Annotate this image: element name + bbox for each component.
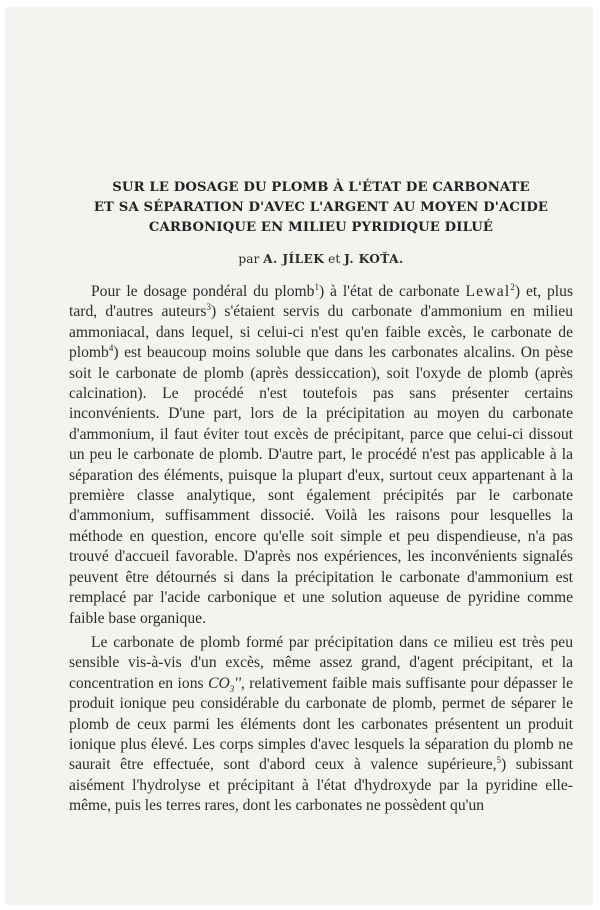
footnote-ref-1: 1 bbox=[314, 281, 319, 292]
footnote-ref-5: 5 bbox=[496, 755, 501, 766]
author-name-lewal: Lewal bbox=[465, 283, 511, 300]
paragraph-1 bbox=[69, 282, 573, 629]
author-1: A. JÍLEK bbox=[263, 252, 325, 266]
author-2: J. KOŤA. bbox=[344, 252, 404, 266]
p1-text-5: ) est beaucoup moins soluble que dans les carbonates alcalins. On pèse soit le carbonate de plomb (après dessiccation), soit l'oxyde de plomb (après calcination). Le procédé n'est toutefois pas sans présenter certains inconvénients. D'une part, lors de la précipitation au moyen du carbonate d'ammonium, il faut éviter tout excès de précipitant, parce que celui-ci dissout un peu le carbonate de plomb. D'autre part, le procédé n'est pas applicable à la séparation des éléments, puisque la plupart d'eux, surtout ceux appartenant à la première classe analytique, sont également précipités par le carbonate d'ammonium, suffisamment dissocié. Voilà les raisons pour lesquelles la méthode en question, encore qu'elle soit simple et peu dispendieuse, n'a pas trouvé d'accueil favorable. D'après nos expériences, les inconvénients signalés peuvent être détournés si dans la précipitation le carbonate d'ammonium est remplacé par l'acide carbonique et une solution aqueuse de pyridine comme faible base organique. bbox=[69, 344, 573, 627]
page-sheet bbox=[6, 8, 592, 904]
footnote-ref-2: 2 bbox=[510, 281, 515, 292]
p1-text-4: ) s'étaient servis du carbonate d'ammonium en milieu ammoniacal, dans lequel, si celui-ci n'est qu'en faible excès, le carbonate de plomb bbox=[69, 303, 574, 362]
ion-charge: '' bbox=[234, 674, 241, 692]
paragraph-2 bbox=[69, 633, 573, 817]
p1-text-3: ) et, plus tard, d'autres auteurs bbox=[69, 283, 574, 321]
footnote-ref-3: 3 bbox=[206, 302, 211, 313]
carbonate-ion-formula bbox=[208, 675, 241, 692]
footnote-ref-4: 4 bbox=[108, 343, 114, 354]
p1-text-1: Pour le dosage pondéral du plomb bbox=[91, 283, 315, 300]
byline-conjunction: et bbox=[328, 252, 341, 266]
ion-symbol: CO bbox=[208, 674, 230, 692]
title-line-2: ET SA SÉPARATION D'AVEC L'ARGENT AU MOYEN D'ACIDE bbox=[93, 200, 549, 215]
byline bbox=[69, 252, 573, 266]
p2-text-1: Le carbonate de plomb formé par précipitation dans ce milieu est très peu sensible vis-à-vis d'un excès, même assez grand, d'agent précipitant, et la concentration en ions bbox=[69, 633, 573, 692]
byline-prefix: par bbox=[238, 252, 260, 266]
article bbox=[69, 178, 573, 821]
article-title bbox=[69, 178, 573, 238]
article-body bbox=[69, 282, 573, 817]
p2-text-3: ) subissant aisément l'hydrolyse et précipitant à l'état d'hydroxyde par la pyridine elle-même, puis les terres rares, dont les carbonates ne possèdent qu'un bbox=[69, 756, 573, 815]
ion-subscript: 3 bbox=[229, 683, 235, 694]
title-line-3: CARBONIQUE EN MILIEU PYRIDIQUE DILUÉ bbox=[148, 220, 494, 235]
title-line-1: SUR LE DOSAGE DU PLOMB À L'ÉTAT DE CARBONATE bbox=[112, 180, 530, 195]
p2-text-2: , relativement faible mais suffisante pour dépasser le produit ionique peu considérable du carbonate de plomb, permet de séparer le plomb de ceux parmi les éléments dont les carbonates présentent un produit ionique plus élevé. Les corps simples d'avec lesquels la séparation du plomb ne saurait être effectuée, sont d'abord ceux à valence supérieure, bbox=[69, 674, 573, 774]
p1-text-2: ) à l'état de carbonate bbox=[318, 283, 466, 300]
